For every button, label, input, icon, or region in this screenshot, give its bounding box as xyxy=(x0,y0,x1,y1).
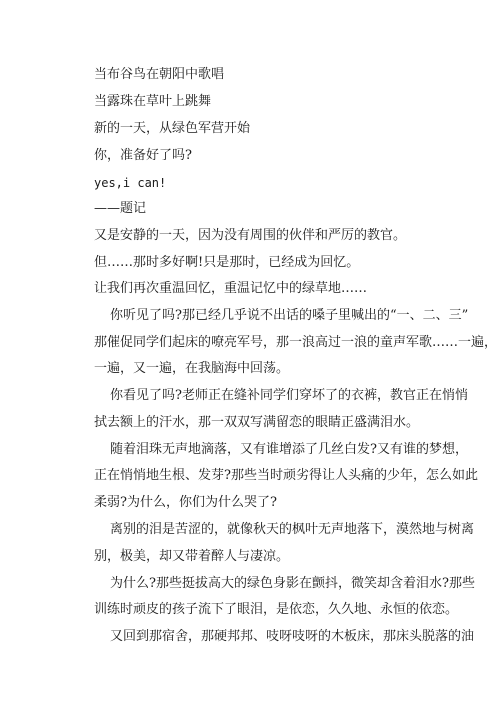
body-line-16: 又回到那宿舍，那硬邦邦、吱呀吱呀的木板床，那床头脱落的油 xyxy=(110,629,475,644)
body-line-3: 让我们再次重温回忆，重温记忆中的绿草地…… xyxy=(94,281,368,296)
body-line-7: 你看见了吗?老师正在缝补同学们穿坏了的衣裤，教官正在悄悄 xyxy=(110,388,468,403)
body-line-6: 一遍，又一遍，在我脑海中回荡。 xyxy=(94,361,290,376)
body-line-10: 正在悄悄地生根、发芽?那些当时顽劣得让人头痛的少年，怎么如此 xyxy=(94,468,478,483)
body-line-4: 你听见了吗?那已经几乎说不出话的嗓子里喊出的“一、二、三” xyxy=(110,308,469,323)
poem-line-2: 当露珠在草叶上跳舞 xyxy=(94,94,212,109)
poem-line-3: 新的一天，从绿色军营开始 xyxy=(94,121,251,136)
poem-line-4: 你，准备好了吗? xyxy=(94,148,192,163)
body-line-1: 又是安静的一天，因为没有周围的伙伴和严厉的教官。 xyxy=(94,228,407,243)
epigraph-attribution: ——题记 xyxy=(94,201,147,216)
body-line-15: 训练时顽皮的孩子流下了眼泪，是依恋，久久地、永恒的依恋。 xyxy=(94,602,459,617)
body-line-14: 为什么?那些挺拔高大的绿色身影在颤抖，微笑却含着泪水?那些 xyxy=(110,576,475,591)
body-line-8: 拭去额上的汗水，那一双双写满留恋的眼睛正盛满泪水。 xyxy=(94,415,420,430)
poem-line-1: 当布谷鸟在朝阳中歌唱 xyxy=(94,67,225,82)
body-line-13: 别，极美，却又带着醉人与凄凉。 xyxy=(94,549,290,564)
body-line-12: 离别的泪是苦涩的，就像秋天的枫叶无声地落下，漠然地与树离 xyxy=(110,522,475,537)
body-line-5: 那催促同学们起床的嘹亮军号，那一浪高过一浪的童声军歌……一遍， xyxy=(94,335,498,350)
body-line-11: 柔弱?为什么，你们为什么哭了? xyxy=(94,495,277,510)
body-line-2: 但……那时多好啊!只是那时，已经成为回忆。 xyxy=(94,255,360,270)
body-line-9: 随着泪珠无声地滴落，又有谁增添了几丝白发?又有谁的梦想， xyxy=(110,442,468,457)
poem-line-5: yes,i can! xyxy=(94,176,167,190)
